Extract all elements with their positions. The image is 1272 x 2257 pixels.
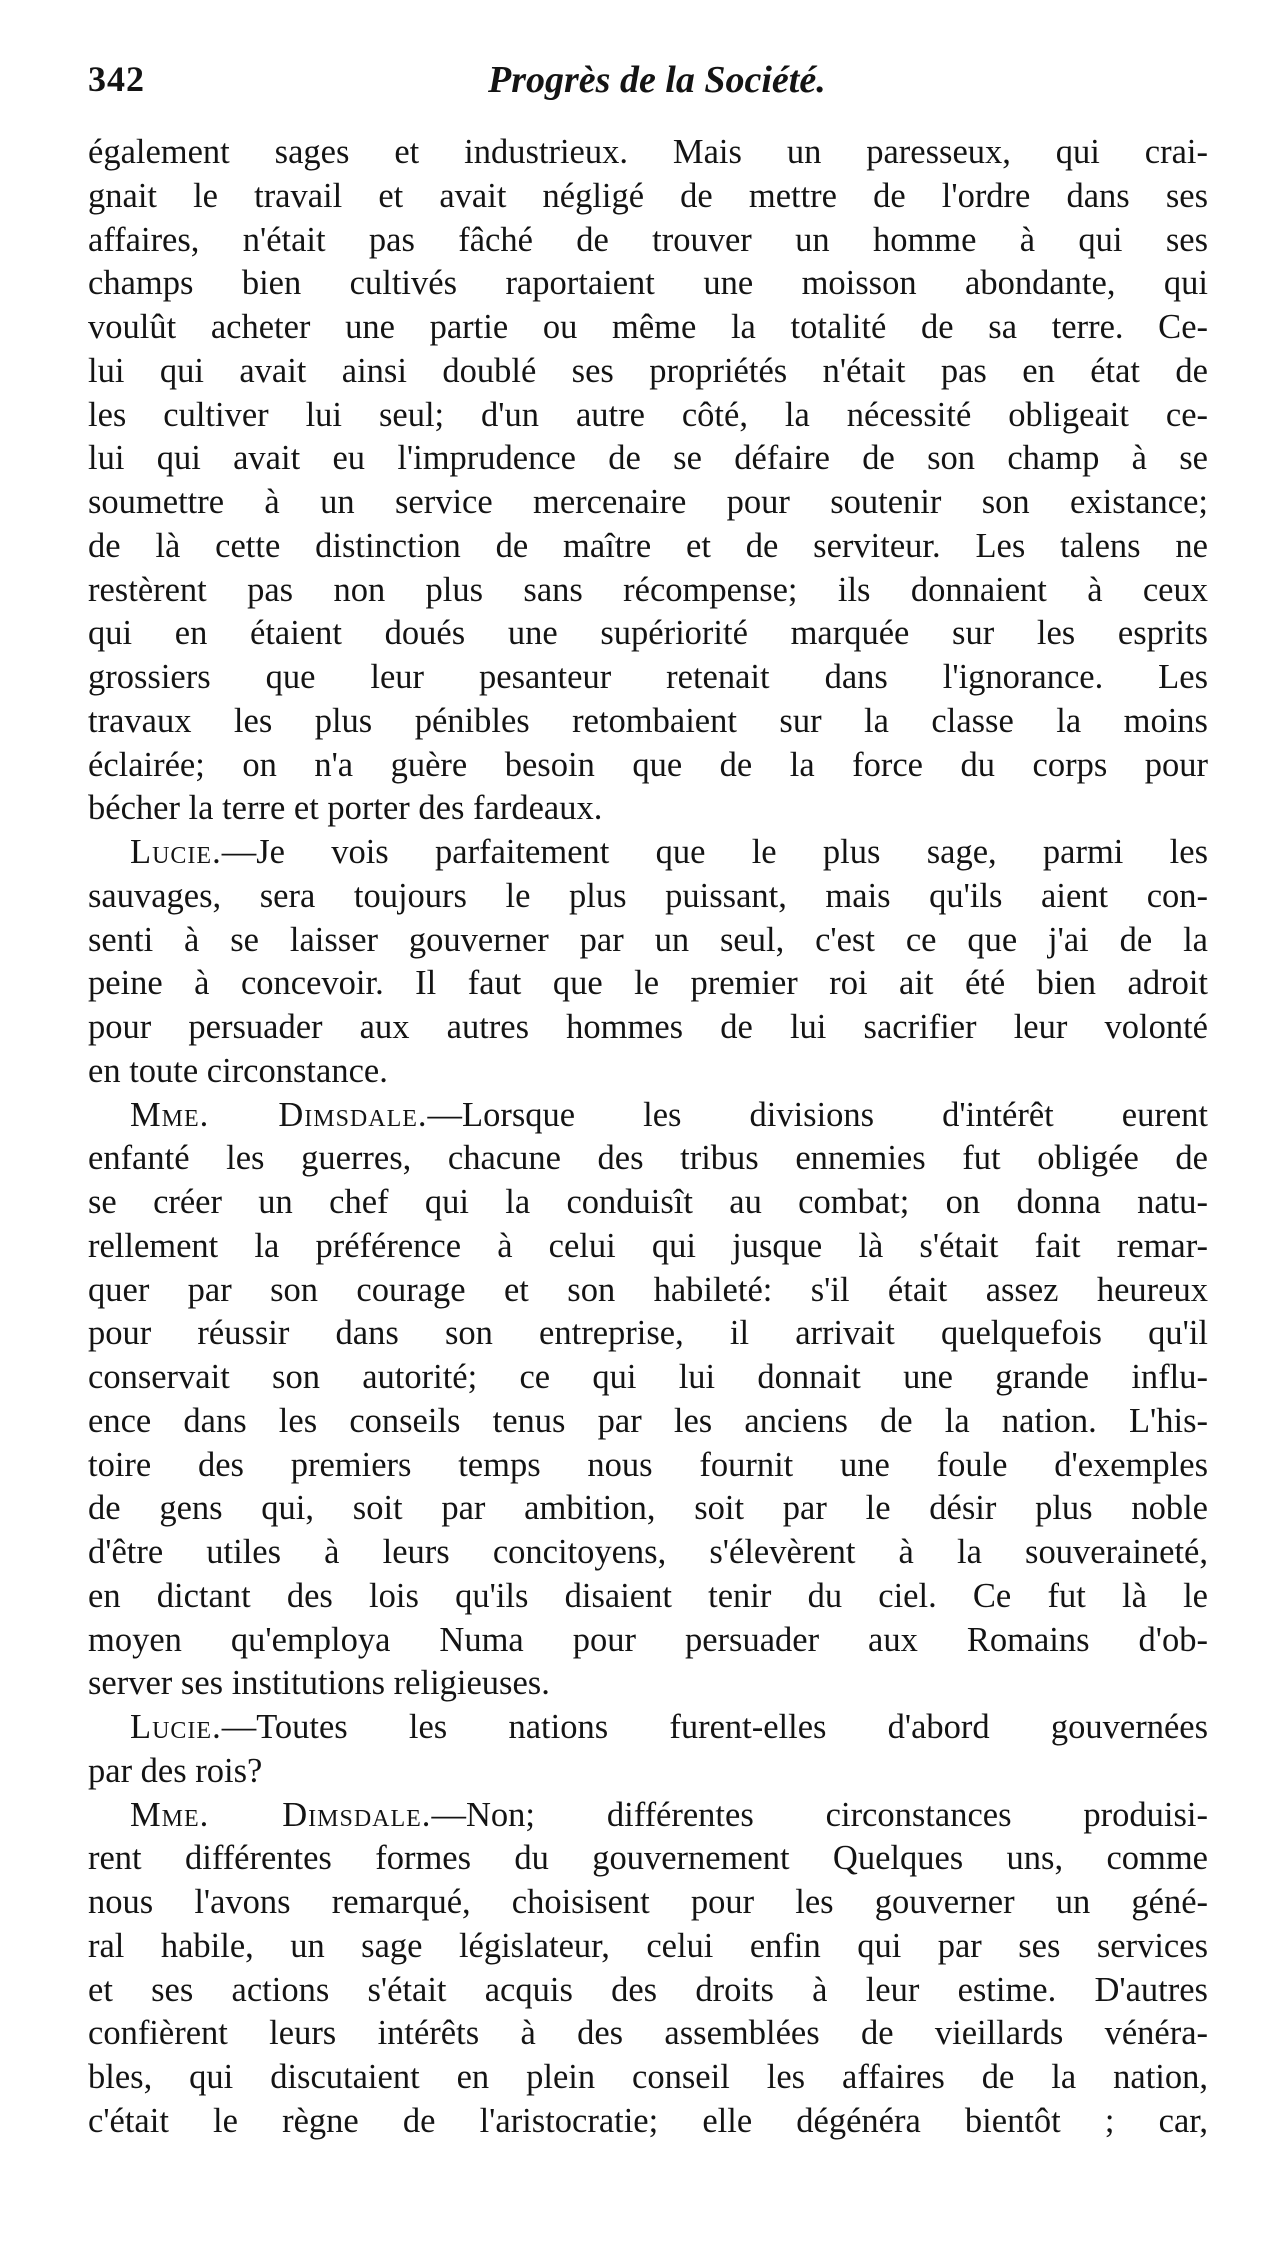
- text-line: bles, qui discutaient en plein conseil les affaires de la nation,: [88, 2058, 1208, 2096]
- text-line: soumettre à un service mercenaire pour soutenir son existance;: [88, 483, 1208, 521]
- text-line: de gens qui, soit par ambition, soit par le désir plus noble: [88, 1489, 1208, 1528]
- text-line: éclairée; on n'a guère besoin que de la force du corps pour: [88, 745, 1208, 784]
- page-header: [88, 58, 1208, 114]
- text-line: voulût acheter une partie ou même la totalité de sa terre. Ce-: [88, 308, 1208, 346]
- text-line: rellement la préférence à celui qui jusque là s'était fait remar-: [88, 1226, 1208, 1265]
- speaker-name: Mme. Dimsdale.: [130, 1795, 432, 1834]
- dialogue-text: —Je vois parfaitement que le plus sage, parmi les: [221, 833, 1208, 871]
- text-line: quer par son courage et son habileté: s'il était assez heureux: [88, 1270, 1208, 1309]
- text-line: sauvages, sera toujours le plus puissant, mais qu'ils aient con-: [88, 876, 1208, 915]
- text-line: rent différentes formes du gouvernement Quelques uns, comme: [88, 1839, 1208, 1878]
- text-line: moyen qu'employa Numa pour persuader aux Romains d'ob-: [88, 1620, 1208, 1659]
- page-number: 342: [88, 59, 145, 99]
- dialogue-line: [88, 1706, 1208, 1750]
- text-line: nous l'avons remarqué, choisisent pour les gouverner un géné-: [88, 1883, 1208, 1921]
- text-line: gnait le travail et avait négligé de mettre de l'ordre dans ses: [88, 176, 1208, 215]
- text-line: par des rois?: [88, 1751, 263, 1790]
- text-line: confièrent leurs intérêts à des assemblées de vieillards vénéra-: [88, 2014, 1208, 2053]
- dialogue-line: [88, 831, 1208, 875]
- dialogue-line: [88, 1794, 1208, 1838]
- speaker-name: Lucie.: [130, 1708, 222, 1746]
- dialogue-line: [88, 1094, 1208, 1138]
- text-line: en toute circonstance.: [88, 1051, 388, 1090]
- text-line: de là cette distinction de maître et de serviteur. Les talens ne: [88, 526, 1208, 565]
- text-line: peine à concevoir. Il faut que le premier roi ait été bien adroit: [88, 964, 1208, 1003]
- text-line: ence dans les conseils tenus par les anciens de la nation. L'his-: [88, 1401, 1208, 1440]
- text-line: grossiers que leur pesanteur retenait dans l'ignorance. Les: [88, 658, 1208, 696]
- dialogue-text: —Lorsque les divisions d'intérêt eurent: [427, 1095, 1208, 1134]
- text-line: c'était le règne de l'aristocratie; elle dégénéra bientôt ; car,: [88, 2101, 1208, 2140]
- text-line: en dictant des lois qu'ils disaient tenir du ciel. Ce fut là le: [88, 1576, 1208, 1615]
- text-line: lui qui avait ainsi doublé ses propriétés n'était pas en état de: [88, 351, 1208, 390]
- text-line: senti à se laisser gouverner par un seul, c'est ce que j'ai de la: [88, 920, 1208, 959]
- dialogue-text: —Non; différentes circonstances produisi-: [431, 1795, 1208, 1834]
- dialogue-text: —Toutes les nations furent-elles d'abord gouvernées: [221, 1708, 1208, 1746]
- text-line: bécher la terre et porter des fardeaux.: [88, 789, 603, 828]
- running-title: Progrès de la Société.: [488, 59, 826, 101]
- text-line: champs bien cultivés raportaient une moisson abondante, qui: [88, 264, 1208, 303]
- text-line: d'être utiles à leurs concitoyens, s'élevèrent à la souveraineté,: [88, 1533, 1208, 1571]
- body-text: [88, 131, 1208, 2144]
- text-line: server ses institutions religieuses.: [88, 1664, 550, 1703]
- text-line: enfanté les guerres, chacune des tribus ennemies fut obligée de: [88, 1139, 1208, 1178]
- text-line: ral habile, un sage législateur, celui enfin qui par ses services: [88, 1926, 1208, 1965]
- text-line: pour persuader aux autres hommes de lui sacrifier leur volonté: [88, 1008, 1208, 1046]
- text-line: qui en étaient doués une supériorité marquée sur les esprits: [88, 614, 1208, 653]
- text-line: et ses actions s'était acquis des droits à leur estime. D'autres: [88, 1970, 1208, 2009]
- speaker-name: Lucie.: [130, 833, 222, 871]
- text-line: se créer un chef qui la conduisît au combat; on donna natu-: [88, 1183, 1208, 1221]
- text-line: toire des premiers temps nous fournit une foule d'exemples: [88, 1445, 1208, 1484]
- speaker-name: Mme. Dimsdale.: [130, 1095, 428, 1134]
- text-line: également sages et industrieux. Mais un paresseux, qui crai-: [88, 133, 1208, 171]
- text-line: restèrent pas non plus sans récompense; ils donnaient à ceux: [88, 570, 1208, 609]
- text-line: lui qui avait eu l'imprudence de se défaire de son champ à se: [88, 439, 1208, 478]
- text-line: travaux les plus pénibles retombaient sur la classe la moins: [88, 701, 1208, 740]
- text-line: pour réussir dans son entreprise, il arrivait quelquefois qu'il: [88, 1314, 1208, 1353]
- text-line: conservait son autorité; ce qui lui donnait une grande influ-: [88, 1358, 1208, 1396]
- text-line: affaires, n'était pas fâché de trouver un homme à qui ses: [88, 220, 1208, 259]
- text-line: les cultiver lui seul; d'un autre côté, la nécessité obligeait ce-: [88, 395, 1208, 434]
